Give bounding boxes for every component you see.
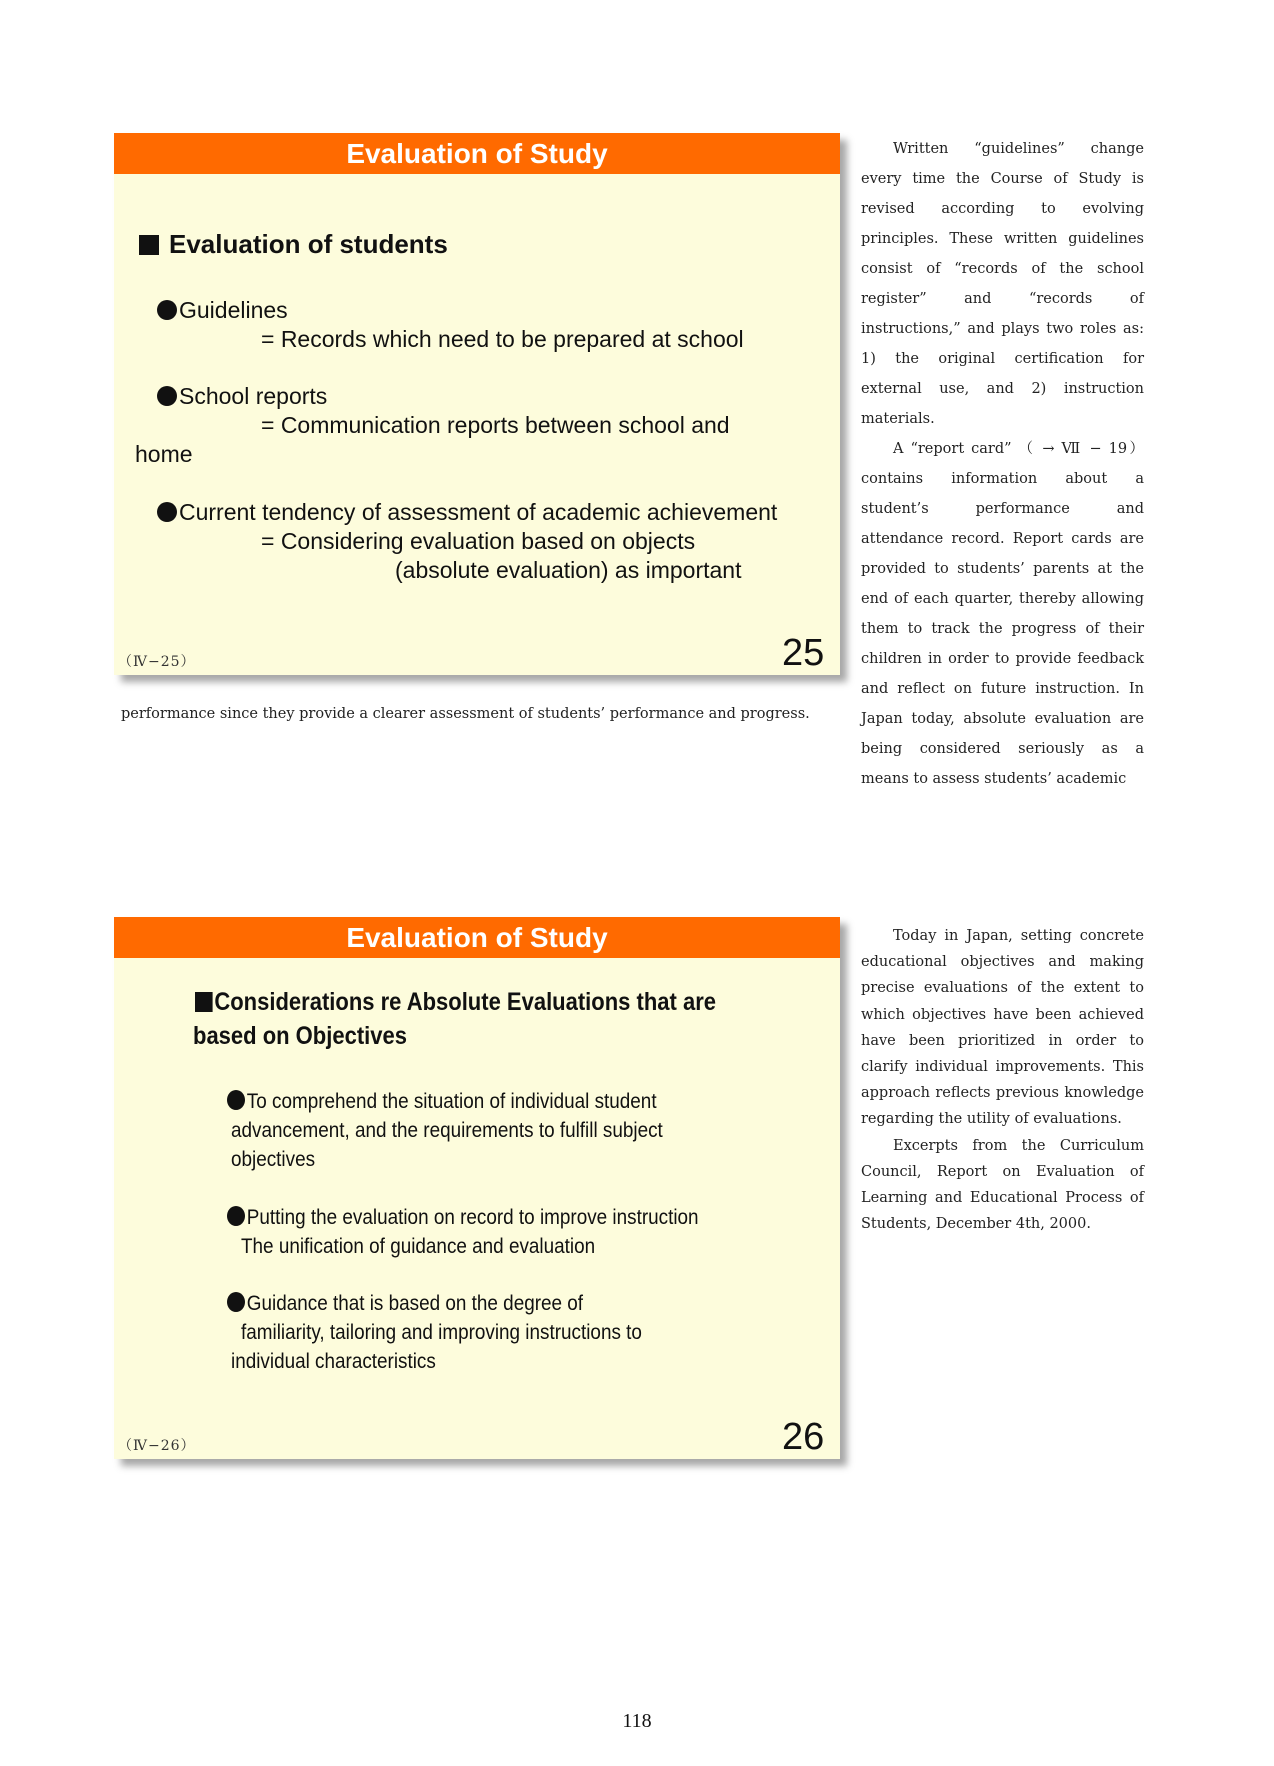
side-text-1 [861,134,1144,794]
bullet-comprehend-line-3: objectives [231,1148,316,1171]
page-number: 118 [622,1710,652,1732]
slide-code: （Ⅳ−25） [118,654,196,670]
side-paragraph: Written “guidelines” change every time the Course of Study is revised according to evolving principles. These written guidelines consist of “records of the school register” and “records of instructions,” and plays two roles as: 1) the original certification for external use, and 2) instruction materials. [861,141,1144,427]
round-bullet-icon [227,1206,245,1226]
bullet-putting: Putting the evaluation on record to improve instruction [227,1206,699,1230]
side-text-2 [861,923,1144,1237]
bullet-school-reports-detail: = Communication reports between school and [261,412,730,438]
bullet-school-reports: School reports [157,383,327,410]
bullet-current-tendency-detail: = Considering evaluation based on objects [261,528,696,554]
bullet-guidance-line-2: familiarity, tailoring and improving instructions to [241,1321,642,1344]
slide-title: Evaluation of Study [114,917,840,958]
round-bullet-icon [157,502,177,522]
round-bullet-icon [157,300,177,320]
round-bullet-icon [157,386,177,406]
side-paragraph: Today in Japan, setting concrete educational objectives and making precise evaluations of the extent to which objectives have been achieved have been prioritized in order to clarify individual improvements. This approach reflects previous knowledge regarding the utility of evaluations. [861,928,1144,1128]
slide-heading-line-2: based on Objectives [193,1022,407,1050]
side-text-continuation: performance since they provide a clearer assessment of students’ performance and progress. [121,706,810,722]
bullet-guidance-line-3: individual characteristics [231,1350,436,1373]
slide-26 [114,917,840,1459]
bullet-guidelines-detail: = Records which need to be prepared at school [261,326,744,352]
slide-25 [114,133,840,675]
round-bullet-icon [227,1090,245,1110]
side-paragraph: A “report card” （ → Ⅶ − 19） contains information about a student’s performance and attendance record. Report cards are provided to students’ parents at the end of each quarter, thereby allowing them to track the progress of their children in order to provide feedback and reflect on future instruction. In Japan today, absolute evaluation are being considered seriously as a means to assess students’ academic [861,441,1144,787]
bullet-comprehend: To comprehend the situation of individual student [227,1090,657,1114]
square-bullet-icon [195,992,213,1012]
side-paragraph: Excerpts from the Curriculum Council, Report on Evaluation of Learning and Educational Process of Students, December 4th, 2000. [861,1137,1144,1233]
square-bullet-icon [139,235,159,255]
bullet-current-tendency: Current tendency of assessment of academic achievement [157,499,777,526]
slide-number: 26 [782,1416,825,1458]
bullet-putting-line-2: The unification of guidance and evaluation [241,1235,596,1258]
slide-code: （Ⅳ−26） [118,1438,196,1454]
bullet-guidance: Guidance that is based on the degree of [227,1292,583,1316]
slide-heading-text: Evaluation of students [169,229,448,259]
slide-heading: Considerations re Absolute Evaluations that are [195,988,716,1017]
bullet-current-tendency-detail-2: (absolute evaluation) as important [395,557,742,583]
slide-title: Evaluation of Study [114,133,840,174]
bullet-comprehend-line-2: advancement, and the requirements to fulfill subject [231,1119,663,1142]
slide-heading [139,229,448,260]
bullet-guidelines: Guidelines [157,297,288,324]
bullet-school-reports-wrap: home [135,441,193,467]
slide-number: 25 [782,632,825,674]
round-bullet-icon [227,1292,245,1312]
